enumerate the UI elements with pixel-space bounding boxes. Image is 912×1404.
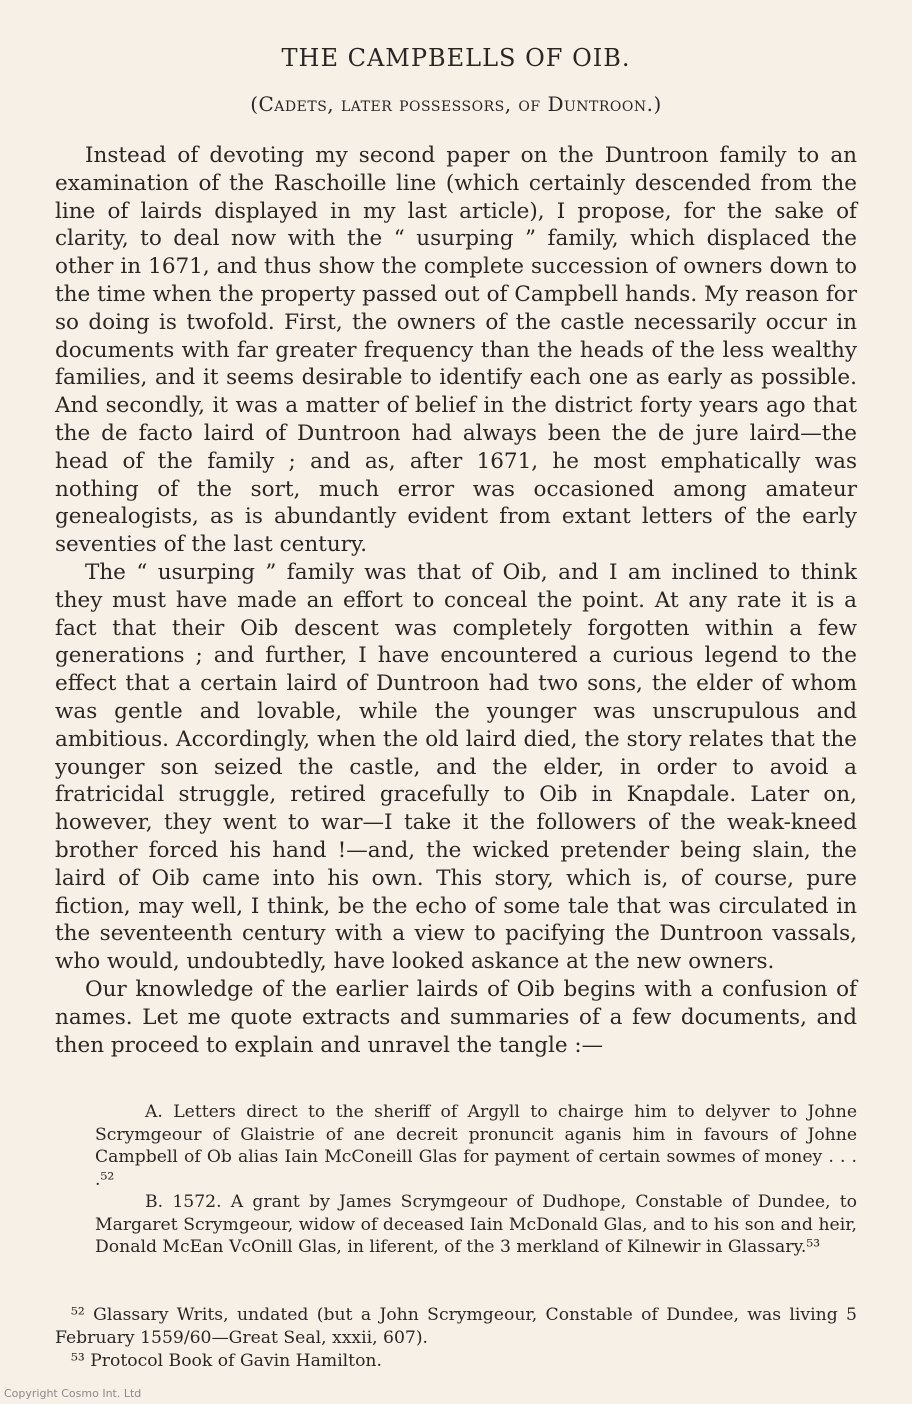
page-title: THE CAMPBELLS OF OIB. — [281, 44, 631, 72]
copyright-watermark: Copyright Cosmo Int. Ltd — [4, 1387, 142, 1400]
paragraph-1: Instead of devoting my second paper on the Duntroon family to an examination of the Raschoille line (which certainly descended from the line of lairds displayed in my last article), I propose, for the sake of clarity, to deal now with the “ usurping ” family, which displaced the other in 1671, and thus show the complete succession of owners down to the time when the property passed out of Campbell hands. My reason for so doing is twofold. First, the owners of the castle necessarily occur in documents with far greater frequency than the heads of the less wealthy families, and it seems desirable to identify each one as early as possible. And secondly, it was a matter of belief in the district forty years ago that the de facto laird of Duntroon had always been the de jure laird—the head of the family ; and as, after 1671, he most emphatically was nothing of the sort, much error was occasioned among amateur genealogists, as is abundantly evident from extant letters of the early seventies of the last century. — [55, 143, 857, 558]
document-extracts — [95, 1101, 857, 1259]
extract-a: A. Letters direct to the sheriff of Argyll to chairge him to delyver to Johne Scrymgeour of Glaistrie of ane decreit pronuncit aganis him in favours of Johne Campbell of Ob alias Iain McConeill Glas for payment of certain sowmes of money . . . .⁵² — [95, 1102, 857, 1190]
paragraph-2: The “ usurping ” family was that of Oib, and I am inclined to think they must have made an effort to conceal the point. At any rate it is a fact that their Oib descent was completely forgotten within a few generations ; and further, I have encountered a curious legend to the effect that a certain laird of Duntroon had two sons, the elder of whom was gentle and lovable, while the younger was unscrupulous and ambitious. Accordingly, when the old laird died, the story relates that the younger son seized the castle, and the elder, in order to avoid a fratricidal struggle, retired gracefully to Oib in Knapdale. Later on, however, they went to war—I take it the followers of the weak-kneed brother forced his hand !—and, the wicked pretender being slain, the laird of Oib came into his own. This story, which is, of course, pure fiction, may well, I think, be the echo of some tale that was circulated in the seventeenth century with a view to pacifying the Duntroon vassals, who would, undoubtedly, have looked askance at the new owners. — [55, 559, 857, 975]
extract-b: B. 1572. A grant by James Scrymgeour of Dudhope, Constable of Dundee, to Margaret Scrymgeour, widow of deceased Iain McDonald Glas, and to his son and heir, Donald McEan VcOnill Glas, in liferent, of the 3 merkland of Kilnewir in Glassary.⁵³ — [95, 1192, 857, 1257]
paragraph-3: Our knowledge of the earlier lairds of Oib begins with a confusion of names. Let me quote extracts and summaries of a few documents, and then proceed to explain and unravel the tangle :— — [55, 976, 857, 1058]
page-subtitle: (Cadets, later possessors, of Duntroon.) — [250, 92, 662, 116]
footnote-52: ⁵² Glassary Writs, undated (but a John Scrymgeour, Constable of Dundee, was living 5 February 1559/60—Great Seal, xxxii, 607). — [55, 1305, 857, 1348]
footnote-53: ⁵³ Protocol Book of Gavin Hamilton. — [71, 1351, 382, 1371]
body-text — [55, 142, 857, 1059]
footnotes — [55, 1304, 857, 1373]
